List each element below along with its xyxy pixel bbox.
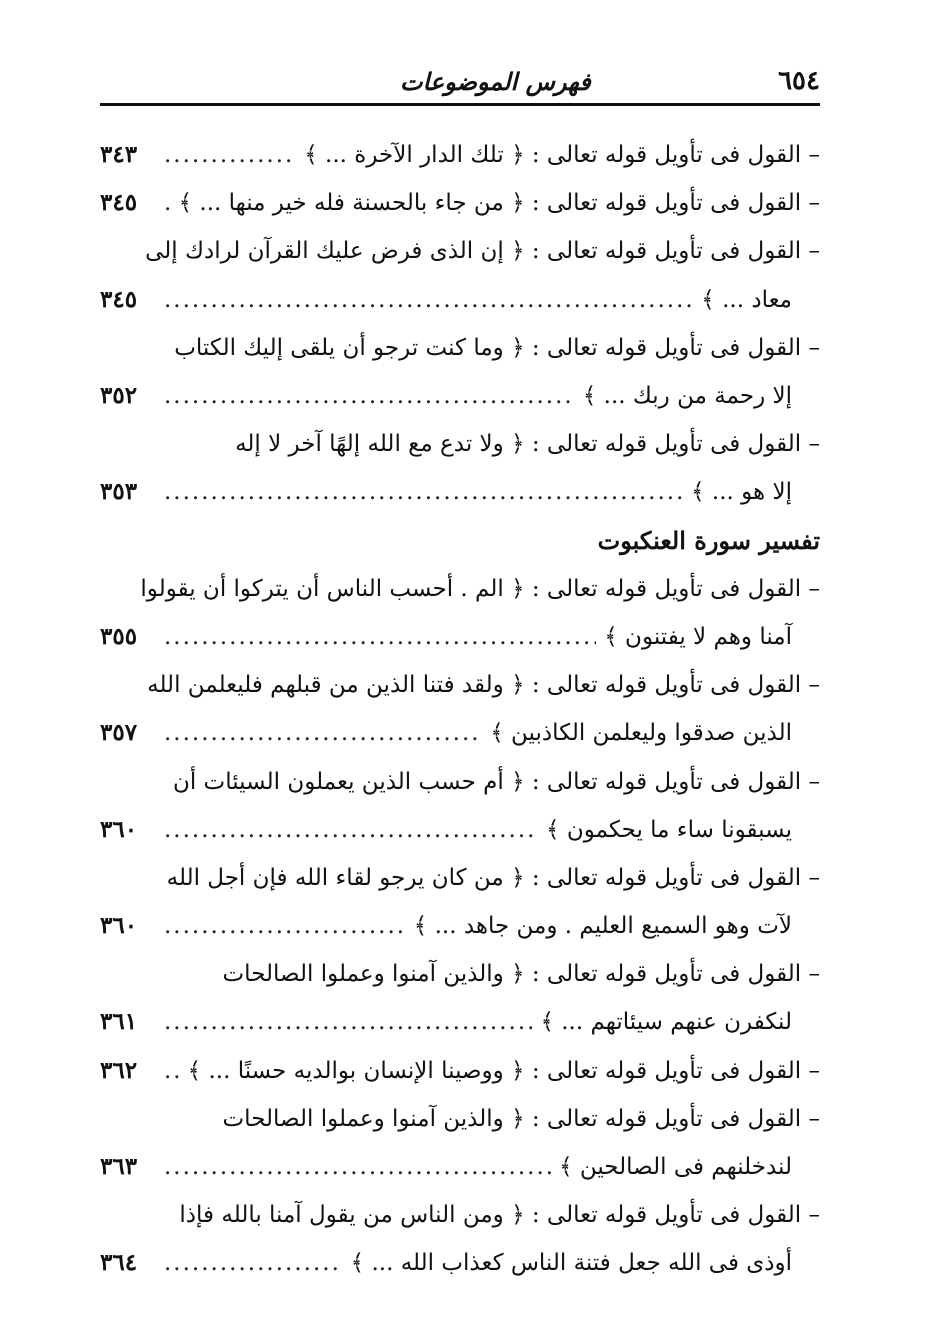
index-entry-continuation: إلا رحمة من ربك ... ﴾ ..... ٣٥٢ <box>100 372 820 420</box>
index-entry: – القول فى تأويل قوله تعالى : ﴿ أم حسب الذين يعملون السيئات أن <box>172 768 820 795</box>
page-ref: ٣٦٣ <box>100 1153 138 1181</box>
page-number: ٦٥٤ <box>778 66 820 96</box>
index-entry: – القول فى تأويل قوله تعالى : ﴿ تلك الدار الآخرة ... ﴾ ..... ٣٤٣ <box>100 131 820 179</box>
index-entry-continuation: معاد ... ﴾ ..... ٣٤٥ <box>100 276 820 324</box>
index-entry-continuation: أوذى فى الله جعل فتنة الناس كعذاب الله ... ﴾ ..... ٣٦٤ <box>100 1239 820 1287</box>
leader-dots <box>164 372 575 420</box>
leader-dots <box>164 1239 343 1287</box>
leader-dots <box>164 276 693 324</box>
index-entry: – القول فى تأويل قوله تعالى : ﴿ والذين آمنوا وعملوا الصالحات <box>222 961 820 988</box>
running-title: فهرس الموضوعات <box>400 67 591 96</box>
index-list <box>100 131 820 1288</box>
page-ref: ٣٤٥ <box>100 189 138 217</box>
page-ref: ٣٦٤ <box>100 1249 138 1277</box>
page-ref: ٣٥٢ <box>100 382 138 410</box>
index-entry-continuation: إلا هو ... ﴾ ..... ٣٥٣ <box>100 468 820 516</box>
leader-dots <box>164 1143 551 1191</box>
index-entry-continuation: لنكفرن عنهم سيئاتهم ... ﴾ ..... ٣٦١ <box>100 998 820 1046</box>
page-ref: ٣٥٧ <box>100 719 138 747</box>
index-entry-continuation: الذين صدقوا وليعلمن الكاذبين ﴾ ..... ٣٥٧ <box>100 709 820 757</box>
leader-dots <box>164 613 596 661</box>
page-header <box>100 52 820 96</box>
header-rule <box>100 103 820 106</box>
page-ref: ٣٦٠ <box>100 912 138 940</box>
page-ref: ٣٦١ <box>100 1008 138 1036</box>
page-ref: ٣٤٣ <box>100 141 138 169</box>
index-entry: – القول فى تأويل قوله تعالى : ﴿ ولقد فتنا الذين من قبلهم فليعلمن الله <box>147 672 820 699</box>
index-entry: – القول فى تأويل قوله تعالى : ﴿ والذين آمنوا وعملوا الصالحات <box>222 1105 820 1132</box>
index-entry: – القول فى تأويل قوله تعالى : ﴿ ومن الناس من يقول آمنا بالله فإذا <box>179 1202 820 1229</box>
index-entry: – القول فى تأويل قوله تعالى : ﴿ وما كنت ترجو أن يلقى إليك الكتاب <box>174 334 820 361</box>
page-ref: ٣٥٣ <box>100 478 138 506</box>
section-heading: تفسير سورة العنكبوت <box>597 525 820 555</box>
leader-dots <box>164 179 171 227</box>
index-entry: – القول فى تأويل قوله تعالى : ﴿ من كان يرجو لقاء الله فإن أجل الله <box>166 864 820 891</box>
page-ref: ٣٦٢ <box>100 1056 138 1084</box>
index-entry: – القول فى تأويل قوله تعالى : ﴿ الم . أحسب الناس أن يتركوا أن يقولوا <box>140 575 820 602</box>
index-entry: – القول فى تأويل قوله تعالى : ﴿ إن الذى فرض عليك القرآن لرادك إلى <box>145 238 820 265</box>
page-ref: ٣٤٥ <box>100 285 138 313</box>
index-entry-continuation: يسبقونا ساء ما يحكمون ﴾ ..... ٣٦٠ <box>100 806 820 854</box>
leader-dots <box>164 468 683 516</box>
leader-dots <box>164 131 296 179</box>
index-entry: – القول فى تأويل قوله تعالى : ﴿ ولا تدع مع الله إلهًا آخر لا إله <box>235 431 820 458</box>
leader-dots <box>164 1047 180 1095</box>
index-entry-continuation: لآت وهو السميع العليم . ومن جاهد ... ﴾ ..... ٣٦٠ <box>100 902 820 950</box>
index-entry-continuation: آمنا وهم لا يفتنون ﴾ ..... ٣٥٥ <box>100 613 820 661</box>
leader-dots <box>164 998 532 1046</box>
index-entry-continuation: لندخلنهم فى الصالحين ﴾ ..... ٣٦٣ <box>100 1143 820 1191</box>
page-ref: ٣٦٠ <box>100 815 138 843</box>
leader-dots <box>164 709 482 757</box>
page-ref: ٣٥٥ <box>100 622 138 650</box>
index-entry: – القول فى تأويل قوله تعالى : ﴿ ووصينا الإنسان بوالديه حسنًا ... ﴾ ..... ٣٦٢ <box>100 1047 820 1095</box>
leader-dots <box>164 902 406 950</box>
leader-dots <box>164 806 538 854</box>
index-entry: – القول فى تأويل قوله تعالى : ﴿ من جاء بالحسنة فله خير منها ... ﴾ ..... ٣٤٥ <box>100 179 820 227</box>
